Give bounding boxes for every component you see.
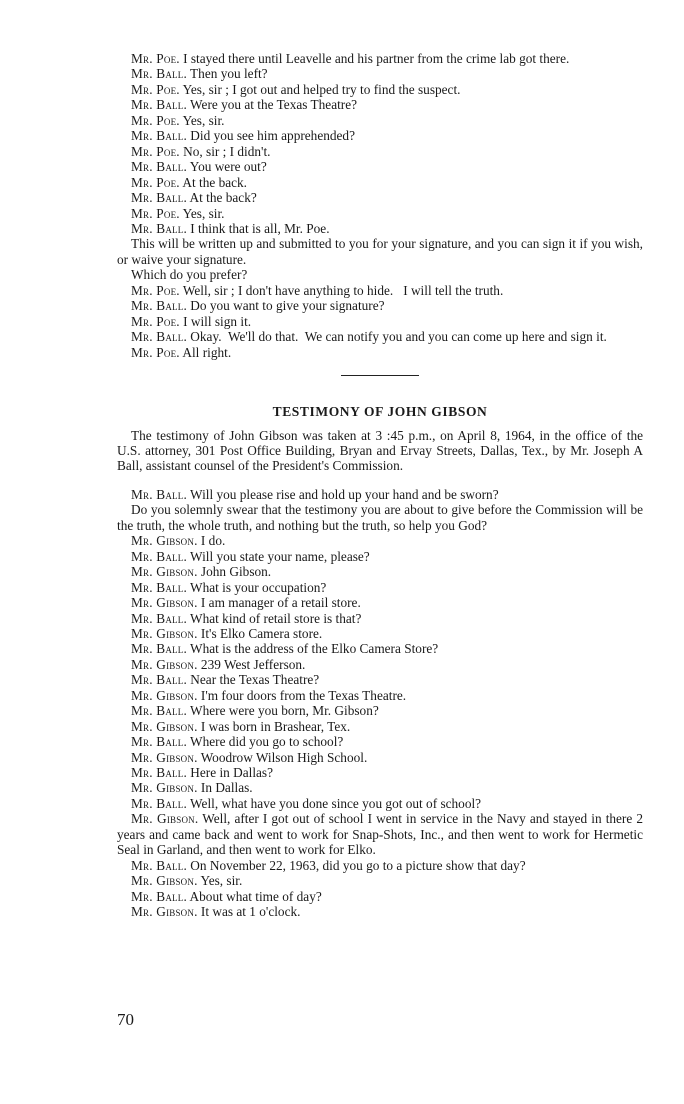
poe-testimony-section: [117, 51, 647, 360]
speaker-name: Mr. Poe.: [131, 313, 180, 329]
line-text: I will sign it.: [179, 313, 252, 329]
speaker-name: Mr. Gibson.: [131, 780, 198, 796]
intro-paragraph: The testimony of John Gibson was taken at 3 :45 p.m., on April 8, 1964, in the office of the U.S. attorney, 301 Post Office Building, Bryan and Ervay Streets, Dallas, Tex., by Mr. Joseph A Ball, assistant counsel of the President's Commission.: [117, 427, 643, 474]
speaker-name: Mr. Ball.: [131, 795, 187, 811]
testimony-line: [117, 533, 643, 548]
gibson-testimony-section: [117, 486, 647, 920]
testimony-line: [117, 51, 643, 66]
line-text: No, sir ; I didn't.: [179, 143, 271, 159]
testimony-line: [117, 82, 643, 97]
line-text: I am manager of a retail store.: [197, 595, 361, 611]
speaker-name: Mr. Gibson.: [131, 656, 198, 672]
document-page: [117, 51, 647, 920]
page-number: 70: [117, 1010, 134, 1029]
testimony-line: [117, 314, 643, 329]
line-text: Were you at the Texas Theatre?: [186, 97, 358, 113]
section-heading: TESTIMONY OF JOHN GIBSON: [272, 404, 488, 420]
speaker-name: Mr. Poe.: [131, 282, 180, 298]
line-text: Which do you prefer?: [131, 267, 248, 283]
speaker-name: Mr. Ball.: [131, 579, 187, 595]
testimony-line: [117, 549, 643, 564]
line-text: Near the Texas Theatre?: [186, 672, 320, 688]
line-text: Will you state your name, please?: [186, 548, 370, 564]
line-text: I was born in Brashear, Tex.: [197, 718, 351, 734]
testimony-line: [117, 703, 643, 718]
testimony-line: [117, 873, 643, 888]
line-text: I stayed there until Leavelle and his partner from the crime lab got there.: [179, 51, 570, 66]
testimony-line: [117, 564, 643, 579]
line-text: It was at 1 o'clock.: [197, 904, 301, 920]
testimony-line: [117, 889, 643, 904]
line-text: Yes, sir ; I got out and helped try to find the suspect.: [179, 81, 461, 97]
speaker-name: Mr. Ball.: [131, 486, 187, 502]
speaker-name: Mr. Ball.: [131, 857, 187, 873]
line-text: You were out?: [186, 159, 267, 175]
line-text: Did you see him apprehended?: [186, 128, 355, 144]
speaker-name: Mr. Poe.: [131, 112, 180, 128]
line-text: Do you want to give your signature?: [186, 298, 385, 314]
testimony-line: [117, 858, 643, 873]
speaker-name: Mr. Ball.: [131, 66, 187, 82]
testimony-line: [117, 190, 643, 205]
testimony-line: [117, 811, 647, 858]
speaker-name: Mr. Ball.: [131, 220, 187, 236]
testimony-line: [117, 765, 643, 780]
testimony-line: [117, 221, 643, 236]
line-text: In Dallas.: [197, 780, 253, 796]
speaker-name: Mr. Ball.: [131, 703, 187, 719]
testimony-line: [117, 734, 643, 749]
testimony-line: [117, 329, 643, 344]
line-text: Where were you born, Mr. Gibson?: [186, 703, 379, 719]
speaker-name: Mr. Poe.: [131, 143, 180, 159]
speaker-name: Mr. Gibson.: [131, 749, 198, 765]
speaker-name: Mr. Poe.: [131, 344, 180, 360]
speaker-name: Mr. Poe.: [131, 51, 180, 66]
testimony-line: [117, 672, 643, 687]
testimony-line: [117, 267, 643, 282]
testimony-line: [117, 502, 647, 533]
line-text: Yes, sir.: [179, 205, 225, 221]
line-text: About what time of day?: [186, 888, 322, 904]
testimony-line: [117, 611, 643, 626]
speaker-name: Mr. Gibson.: [131, 873, 198, 889]
speaker-name: Mr. Poe.: [131, 81, 180, 97]
line-text: Yes, sir.: [197, 873, 243, 889]
speaker-name: Mr. Ball.: [131, 329, 187, 345]
speaker-name: Mr. Ball.: [131, 610, 187, 626]
speaker-name: Mr. Gibson.: [131, 595, 198, 611]
testimony-line: [117, 688, 643, 703]
testimony-line: [117, 750, 643, 765]
line-text: On November 22, 1963, did you go to a picture show that day?: [186, 857, 526, 873]
speaker-name: Mr. Ball.: [131, 672, 187, 688]
testimony-line: [117, 580, 643, 595]
speaker-name: Mr. Gibson.: [131, 811, 199, 827]
line-text: Yes, sir.: [179, 112, 225, 128]
speaker-name: Mr. Gibson.: [131, 904, 198, 920]
line-text: Okay. We'll do that. We can notify you and you can come up here and sign it.: [186, 329, 607, 345]
speaker-name: Mr. Gibson.: [131, 564, 198, 580]
line-text: I do.: [197, 533, 226, 549]
testimony-line: [117, 780, 643, 795]
line-text: What kind of retail store is that?: [186, 610, 362, 626]
testimony-line: [117, 719, 643, 734]
speaker-name: Mr. Ball.: [131, 190, 187, 206]
line-text: At the back.: [179, 174, 248, 190]
speaker-name: Mr. Ball.: [131, 159, 187, 175]
line-text: I think that is all, Mr. Poe.: [186, 220, 330, 236]
line-text: Then you left?: [186, 66, 268, 82]
line-text: Where did you go to school?: [186, 734, 344, 750]
line-text: Well, sir ; I don't have anything to hide. I will tell the truth.: [179, 282, 504, 298]
speaker-name: Mr. Gibson.: [131, 625, 198, 641]
testimony-line: [117, 345, 643, 360]
line-text: What is your occupation?: [186, 579, 327, 595]
testimony-line: [117, 97, 643, 112]
line-text: Woodrow Wilson High School.: [197, 749, 368, 765]
line-text: All right.: [179, 344, 232, 360]
testimony-line: [117, 113, 643, 128]
speaker-name: Mr. Ball.: [131, 734, 187, 750]
testimony-line: [117, 796, 643, 811]
speaker-name: Mr. Ball.: [131, 888, 187, 904]
speaker-name: Mr. Ball.: [131, 765, 187, 781]
speaker-name: Mr. Gibson.: [131, 687, 198, 703]
line-text: I'm four doors from the Texas Theatre.: [197, 687, 407, 703]
line-text: What is the address of the Elko Camera Store?: [186, 641, 439, 657]
testimony-line: [117, 657, 643, 672]
line-text: Will you please rise and hold up your hand and be sworn?: [186, 486, 499, 502]
testimony-line: [117, 66, 643, 81]
speaker-name: Mr. Ball.: [131, 641, 187, 657]
testimony-line: [117, 626, 643, 641]
line-text: It's Elko Camera store.: [197, 625, 323, 641]
testimony-line: [117, 236, 647, 267]
line-text: Well, what have you done since you got out of school?: [186, 795, 482, 811]
testimony-line: [117, 144, 643, 159]
section-divider: [341, 375, 419, 376]
speaker-name: Mr. Poe.: [131, 174, 180, 190]
testimony-line: [117, 175, 643, 190]
speaker-name: Mr. Poe.: [131, 205, 180, 221]
testimony-line: [117, 159, 643, 174]
line-text: Well, after I got out of school I went in service in the Navy and stayed in there 2 years and came back and went to work for Snap-Shots, Inc., and then went to work for Hermetic Seal in Garland, and then went to work for Elko.: [117, 811, 647, 858]
testimony-line: [117, 206, 643, 221]
testimony-line: [117, 904, 643, 919]
line-text: At the back?: [186, 190, 257, 206]
line-text: Here in Dallas?: [186, 765, 273, 781]
speaker-name: Mr. Gibson.: [131, 533, 198, 549]
speaker-name: Mr. Ball.: [131, 298, 187, 314]
line-text: Do you solemnly swear that the testimony you are about to give before the Commission will be the truth, the whole truth, and nothing but the truth, so help you God?: [117, 502, 647, 533]
line-text: John Gibson.: [197, 564, 272, 580]
testimony-line: [117, 641, 643, 656]
speaker-name: Mr. Ball.: [131, 97, 187, 113]
testimony-line: [117, 595, 643, 610]
testimony-line: [117, 283, 643, 298]
testimony-line: [117, 128, 643, 143]
speaker-name: Mr. Ball.: [131, 128, 187, 144]
speaker-name: Mr. Ball.: [131, 548, 187, 564]
line-text: 239 West Jefferson.: [197, 656, 306, 672]
testimony-line: [117, 298, 643, 313]
speaker-name: Mr. Gibson.: [131, 718, 198, 734]
testimony-line: [117, 487, 643, 502]
line-text: This will be written up and submitted to you for your signature, and you can sign it if you wish, or waive your signature.: [117, 236, 647, 267]
